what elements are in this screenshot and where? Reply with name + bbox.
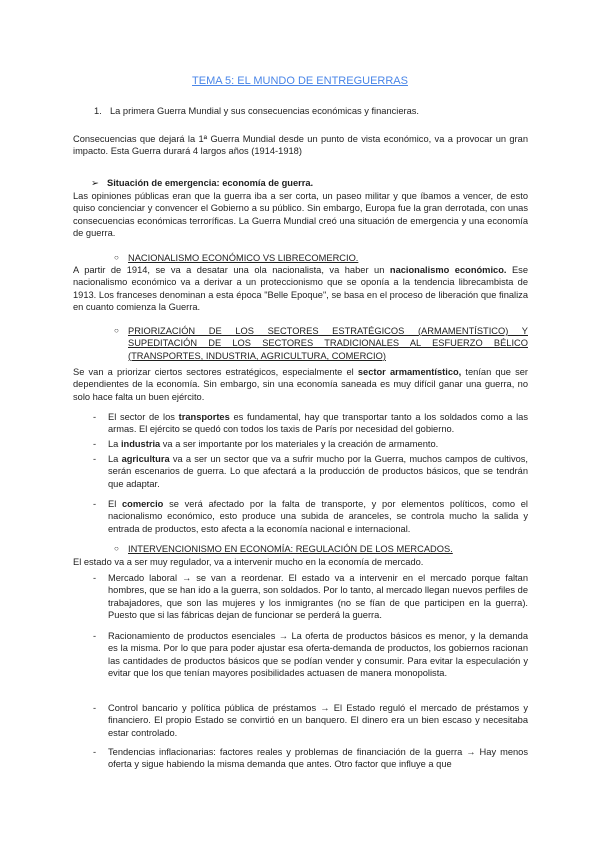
circle-bullet-icon: ○	[114, 326, 119, 335]
nacionalismo-paragraph	[73, 264, 528, 314]
section-paragraph: Las opiniones públicas eran que la guerra iba a ser corta, un paseo militar y que íbamos a vencer, de esto quiso concienciar y convencer el Gobierno a su público. Sin embargo, Europa fue la gran derrotada, con unas consecuencias económicas terroríficas. La Guerra Mundial creó una situación de emergencia y una economía de guerra.	[73, 191, 528, 239]
list-dash: -	[93, 454, 97, 464]
list-dash: -	[93, 747, 97, 757]
list-item	[108, 498, 528, 535]
item-text: es fundamental, hay que transportar tanto a los soldados como a las armas. El ejército se quedó con todos los taxis de París por necesidad del gobierno.	[108, 412, 528, 435]
intro-paragraph: Consecuencias que dejará la 1ª Guerra Mundial desde un punto de vista económico, va a provocar un gran impacto. Esta Guerra durará 4 largos años (1914-1918)	[73, 134, 528, 157]
para-bold: nacionalismo económico.	[389, 265, 507, 275]
item-bold: agricultura	[121, 454, 170, 464]
list-dash: -	[93, 703, 97, 713]
item-bold: comercio	[122, 499, 164, 509]
list-item: Mercado laboral → se van a reordenar. El estado va a intervenir en el mercado porque faltan hombres, que se han ido a la guerra, son soldados. Por lo tanto, al mercado llegan nuevos perfiles de trabajadores, que son las mujeres y los inmigrantes (no se fían de que participen en la guerra). Puesto que si las fábricas dejan de funcionar se perderá la guerra.	[108, 573, 528, 621]
item-bold: transportes	[178, 412, 230, 422]
subheading-text: INTERVENCIONISMO EN ECONOMÍA: REGULACIÓN DE LOS MERCADOS.	[128, 544, 453, 554]
para-text: Se van a priorizar ciertos sectores estratégicos, especialmente el	[73, 367, 358, 377]
intervencionismo-paragraph: El estado va a ser muy regulador, va a intervenir mucho en la economía de mercado.	[73, 557, 424, 567]
list-item: Racionamiento de productos esenciales → La oferta de productos básicos es menor, y la demanda es la misma. Por lo que para poder ajustar esa oferta-demanda de productos, los gobiernos racionan las cantidades de productos básicos que se podían vender y consumir. Para evitar la especulación y evitar que los que tenían mayores posibilidades actuasen de manera monopolista.	[108, 631, 528, 679]
circle-bullet-icon: ○	[114, 253, 119, 262]
list-dash: -	[93, 439, 97, 449]
arrow-bullet-icon: ➢	[91, 178, 99, 188]
item-text: La	[108, 439, 121, 449]
list-dash: -	[93, 412, 97, 422]
item-text: El sector de los	[108, 412, 179, 422]
item-text: va a ser un sector que va a sufrir mucho por la Guerra, muchos campos de cultivos, serán escenarios de guerra. Lo que afectará a la producción de productos básicos, que se tendrán que adaptar.	[108, 454, 528, 489]
item-text: se verá afectado por la falta de transporte, y por elementos políticos, como el nacionalismo económico, esto produce una subida de aranceles, se controla mucho la salida y entrada de productos, esto afecta a la economía nacional e internacional.	[108, 499, 528, 534]
para-text: Ese nacionalismo económico va a derivar a un proteccionismo que se oponía a la tendencia librecambista de 1913. Los franceses denominan a esta época "Belle Epoque", se basa en el proceso de liberación que finaliza en cuanto comienza la Guerra.	[73, 265, 528, 313]
item-bold: industria	[120, 439, 161, 449]
list-item: Control bancario y política pública de préstamos → El Estado reguló el mercado de préstamos y financiero. El propio Estado se convirtió en un banquero. El dinero era un bien escaso y necesitaba estar controlado.	[108, 703, 528, 738]
subheading-text: PRIORIZACIÓN DE LOS SECTORES ESTRATÉGICOS (ARMAMENTÍSTICO) Y SUPEDITACIÓN DE LOS SECTORES TRADICIONALES AL ESFUERZO BÉLICO (TRANSPORTES, INDUSTRIA, AGRICULTURA, COMERCIO)	[128, 326, 528, 361]
list-item	[108, 411, 528, 436]
list-item	[108, 438, 528, 450]
item-number: 1.	[94, 106, 102, 116]
subheading-priorizacion	[114, 325, 528, 362]
item-text: El	[108, 499, 123, 509]
item-text: La	[108, 454, 122, 464]
subheading-nacionalismo	[114, 252, 528, 264]
circle-bullet-icon: ○	[114, 544, 119, 553]
subheading-intervencionismo	[114, 543, 528, 555]
priorizacion-paragraph	[73, 366, 528, 403]
list-dash: -	[93, 499, 97, 509]
item-text: La primera Guerra Mundial y sus consecuencias económicas y financieras.	[110, 106, 420, 116]
list-dash: -	[93, 631, 97, 641]
list-dash: -	[93, 573, 97, 583]
para-bold: sector armamentístico,	[357, 367, 462, 377]
item-text: va a ser importante por los materiales y la creación de armamento.	[160, 439, 439, 449]
numbered-item-1	[94, 105, 514, 117]
section-heading-text: Situación de emergencia: economía de guerra.	[107, 178, 314, 188]
para-text: A partir de 1914, se va a desatar una ola nacionalista, va haber un	[73, 265, 390, 275]
list-item: Tendencias inflacionarias: factores reales y problemas de financiación de la guerra → Hay menos oferta y sigue habiendo la misma demanda que antes. Otro factor que influye a que	[108, 747, 528, 770]
para-text: tenían que ser dependientes de la economía. Sin embargo, sin una economía saneada es muy difícil ganar una guerra, no solo hace falta un buen ejército.	[73, 367, 528, 402]
subheading-text: NACIONALISMO ECONÓMICO VS LIBRECOMERCIO.	[128, 253, 359, 263]
section-heading	[91, 177, 521, 189]
document-title: TEMA 5: EL MUNDO DE ENTREGUERRAS	[192, 75, 408, 87]
list-item	[108, 453, 528, 490]
